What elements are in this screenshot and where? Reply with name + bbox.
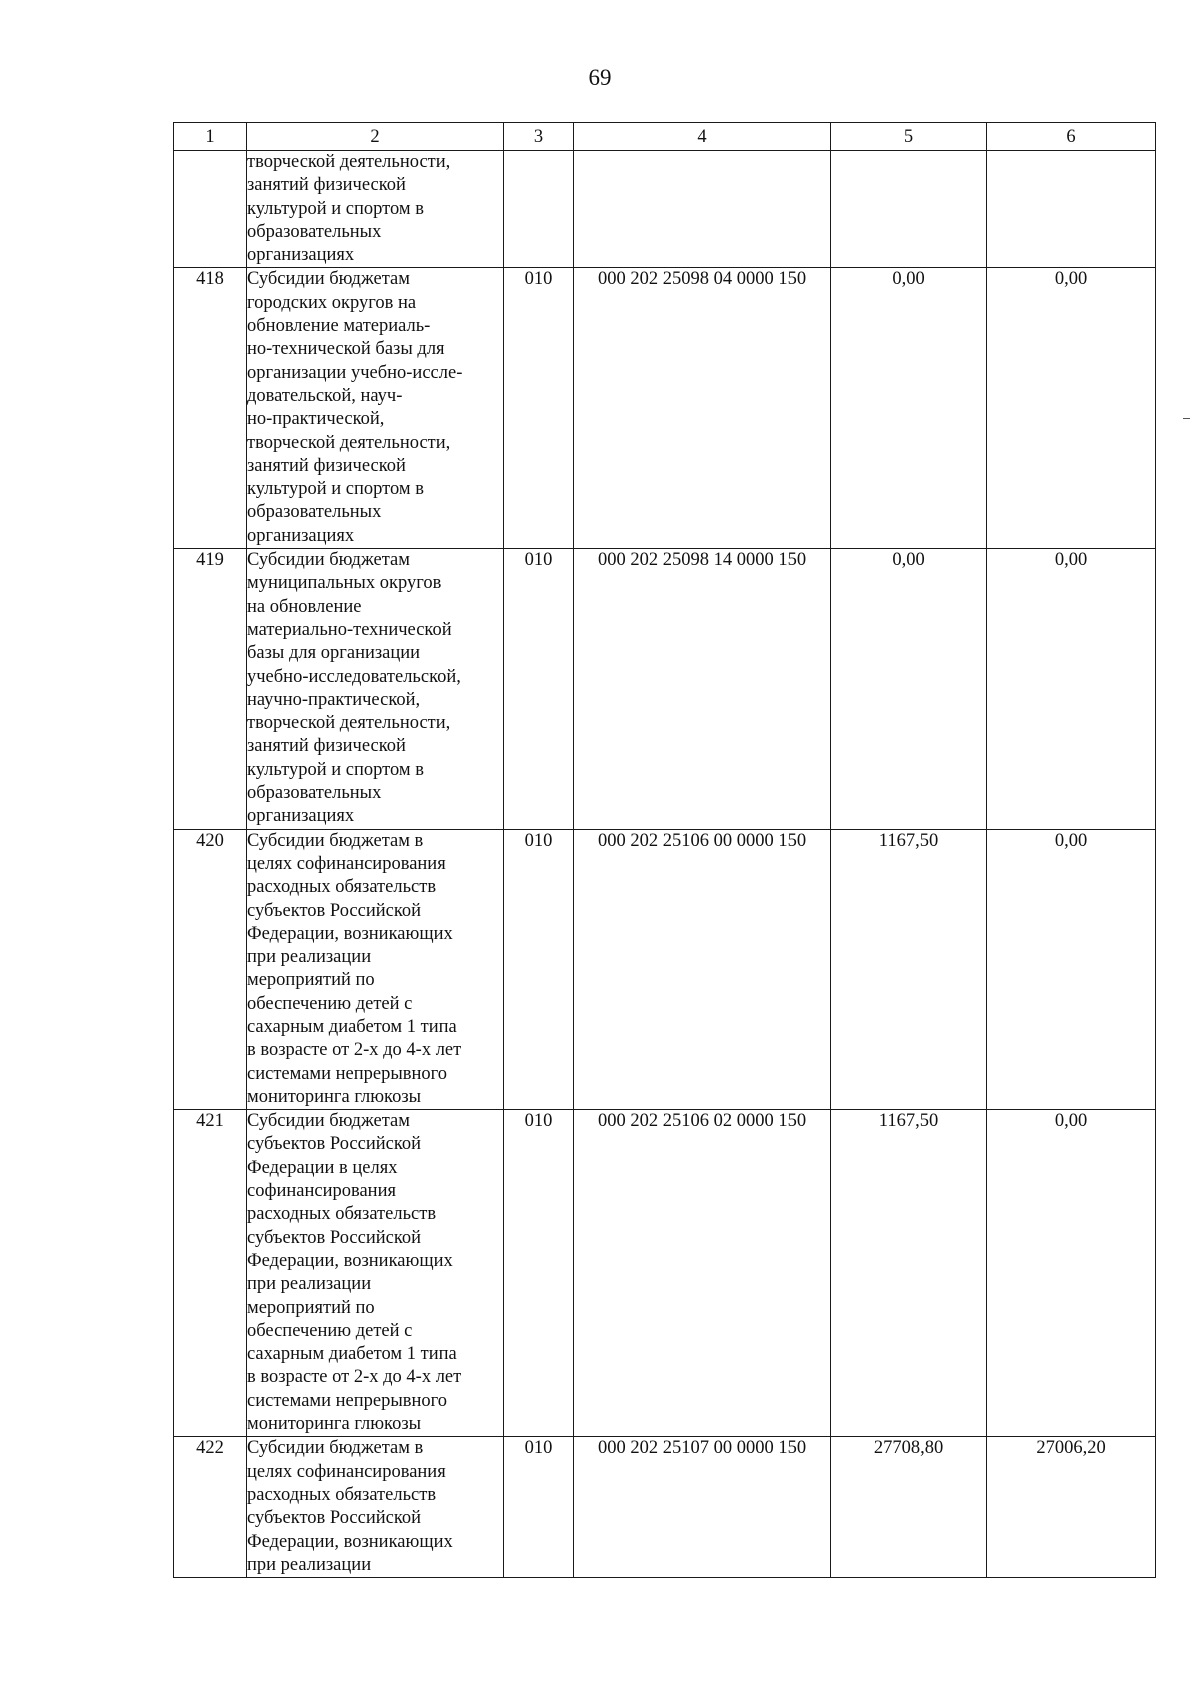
row-amount-1-cell: 27708,80	[831, 1437, 987, 1578]
row-amount-1-cell	[831, 151, 987, 268]
row-number-cell: 419	[174, 549, 247, 830]
row-amount-2-cell: 0,00	[987, 829, 1156, 1110]
scan-artifact-mark	[1183, 418, 1190, 419]
row-admin-code-cell: 010	[504, 829, 574, 1110]
row-name-cell: творческой деятельности, занятий физической культурой и спортом в образовательных организациях	[247, 151, 504, 268]
page-number: 69	[588, 65, 612, 90]
column-header: 3	[504, 123, 574, 151]
row-number-cell: 421	[174, 1110, 247, 1437]
row-admin-code-cell: 010	[504, 549, 574, 830]
row-amount-2-cell: 27006,20	[987, 1437, 1156, 1578]
row-budget-code-cell: 000 202 25106 02 0000 150	[574, 1110, 831, 1437]
table-row	[174, 549, 1156, 830]
row-admin-code-cell: 010	[504, 268, 574, 549]
row-number-cell: 422	[174, 1437, 247, 1578]
row-name-cell: Субсидии бюджетам муниципальных округов на обновление материально-технической базы для организации учебно-исследовательской, научно-практической, творческой деятельности, занятий физической культурой и спортом в образовательных организациях	[247, 549, 504, 830]
row-admin-code-cell: 010	[504, 1437, 574, 1578]
row-admin-code-cell: 010	[504, 1110, 574, 1437]
column-header: 1	[174, 123, 247, 151]
row-amount-2-cell: 0,00	[987, 549, 1156, 830]
table-row	[174, 268, 1156, 549]
row-name-cell: Субсидии бюджетам в целях софинансирования расходных обязательств субъектов Российской Федерации, возникающих при реализации	[247, 1437, 504, 1578]
row-budget-code-cell: 000 202 25098 04 0000 150	[574, 268, 831, 549]
row-amount-1-cell: 1167,50	[831, 829, 987, 1110]
row-amount-2-cell	[987, 151, 1156, 268]
row-name-cell: Субсидии бюджетам субъектов Российской Федерации в целях софинансирования расходных обязательств субъектов Российской Федерации, возникающих при реализации мероприятий по обеспечению детей с сахарным диабетом 1 типа в возрасте от 2-х до 4-х лет системами непрерывного мониторинга глюкозы	[247, 1110, 504, 1437]
row-amount-2-cell: 0,00	[987, 1110, 1156, 1437]
column-header: 5	[831, 123, 987, 151]
table-row	[174, 151, 1156, 268]
column-header: 6	[987, 123, 1156, 151]
row-amount-1-cell: 0,00	[831, 268, 987, 549]
row-budget-code-cell	[574, 151, 831, 268]
row-name-cell: Субсидии бюджетам в целях софинансирования расходных обязательств субъектов Российской Федерации, возникающих при реализации мероприятий по обеспечению детей с сахарным диабетом 1 типа в возрасте от 2-х до 4-х лет системами непрерывного мониторинга глюкозы	[247, 829, 504, 1110]
row-name-cell: Субсидии бюджетам городских округов на обновление материаль- но-технической базы для организации учебно-иссле- довательской, науч- но-практической, творческой деятельности, занятий физической культурой и спортом в образовательных организациях	[247, 268, 504, 549]
row-amount-2-cell: 0,00	[987, 268, 1156, 549]
row-amount-1-cell: 1167,50	[831, 1110, 987, 1437]
row-budget-code-cell: 000 202 25107 00 0000 150	[574, 1437, 831, 1578]
column-header: 2	[247, 123, 504, 151]
row-budget-code-cell: 000 202 25106 00 0000 150	[574, 829, 831, 1110]
table-row	[174, 1110, 1156, 1437]
table-header-row	[174, 123, 1156, 151]
row-number-cell: 420	[174, 829, 247, 1110]
row-number-cell: 418	[174, 268, 247, 549]
row-number-cell	[174, 151, 247, 268]
row-budget-code-cell: 000 202 25098 14 0000 150	[574, 549, 831, 830]
row-amount-1-cell: 0,00	[831, 549, 987, 830]
column-header: 4	[574, 123, 831, 151]
row-admin-code-cell	[504, 151, 574, 268]
budget-table	[173, 122, 1156, 1578]
table-row	[174, 829, 1156, 1110]
table-row	[174, 1437, 1156, 1578]
